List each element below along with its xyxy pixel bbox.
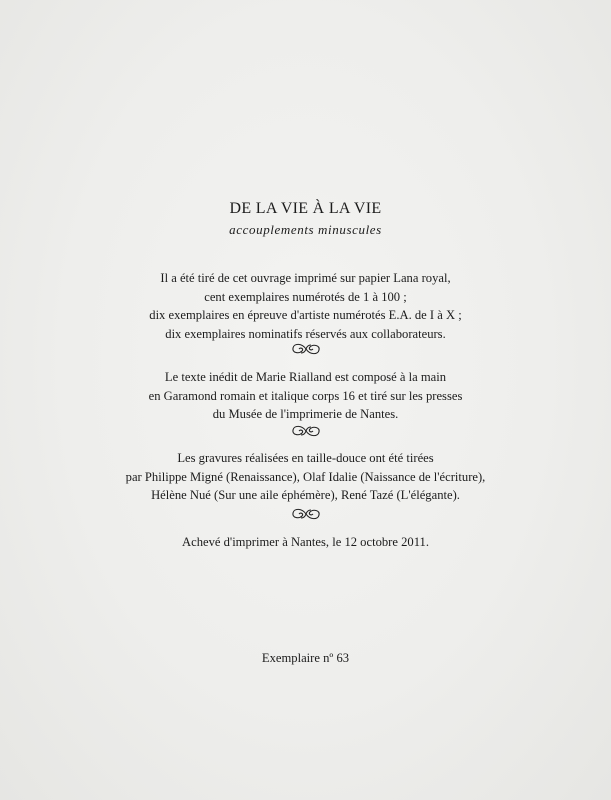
page-subtitle: accouplements minuscules [229, 222, 382, 237]
paragraph-completion [0, 533, 611, 552]
paragraph-line: Le texte inédit de Marie Rialland est composé à la main [164, 370, 447, 384]
paragraph-typesetting [0, 368, 611, 424]
paragraph-printing-run [0, 269, 611, 343]
paragraph-line: cent exemplaires numérotés de 1 à 100 ; [204, 289, 407, 304]
page-title: DE LA VIE À LA VIE [229, 200, 382, 217]
copy-number: Exemplaire nº 63 [261, 651, 350, 665]
paragraph-engravings [0, 449, 611, 505]
fleuron-icon [290, 424, 322, 438]
paragraph-line: Il a été tiré de cet ouvrage imprimé sur papier Lana royal, [160, 271, 451, 285]
paragraph-line: dix exemplaires en épreuve d'artiste numérotés E.A. de I à X ; [149, 308, 462, 322]
fleuron-icon [290, 507, 322, 521]
paragraph-line: du Musée de l'imprimerie de Nantes. [212, 407, 399, 421]
paragraph-line: Hélène Nué (Sur une aile éphémère), René Tazé (L'élégante). [151, 488, 460, 502]
paragraph-line: par Philippe Migné (Renaissance), Olaf Idalie (Naissance de l'écriture), [125, 469, 486, 484]
paragraph-line: Achevé d'imprimer à Nantes, le 12 octobre 2011. [182, 535, 429, 549]
paragraph-line: en Garamond romain et italique corps 16 et tiré sur les presses [148, 388, 463, 403]
paragraph-line: dix exemplaires nominatifs réservés aux collaborateurs. [165, 326, 446, 341]
paragraph-line: Les gravures réalisées en taille-douce ont été tirées [177, 451, 434, 465]
fleuron-icon [290, 342, 322, 356]
